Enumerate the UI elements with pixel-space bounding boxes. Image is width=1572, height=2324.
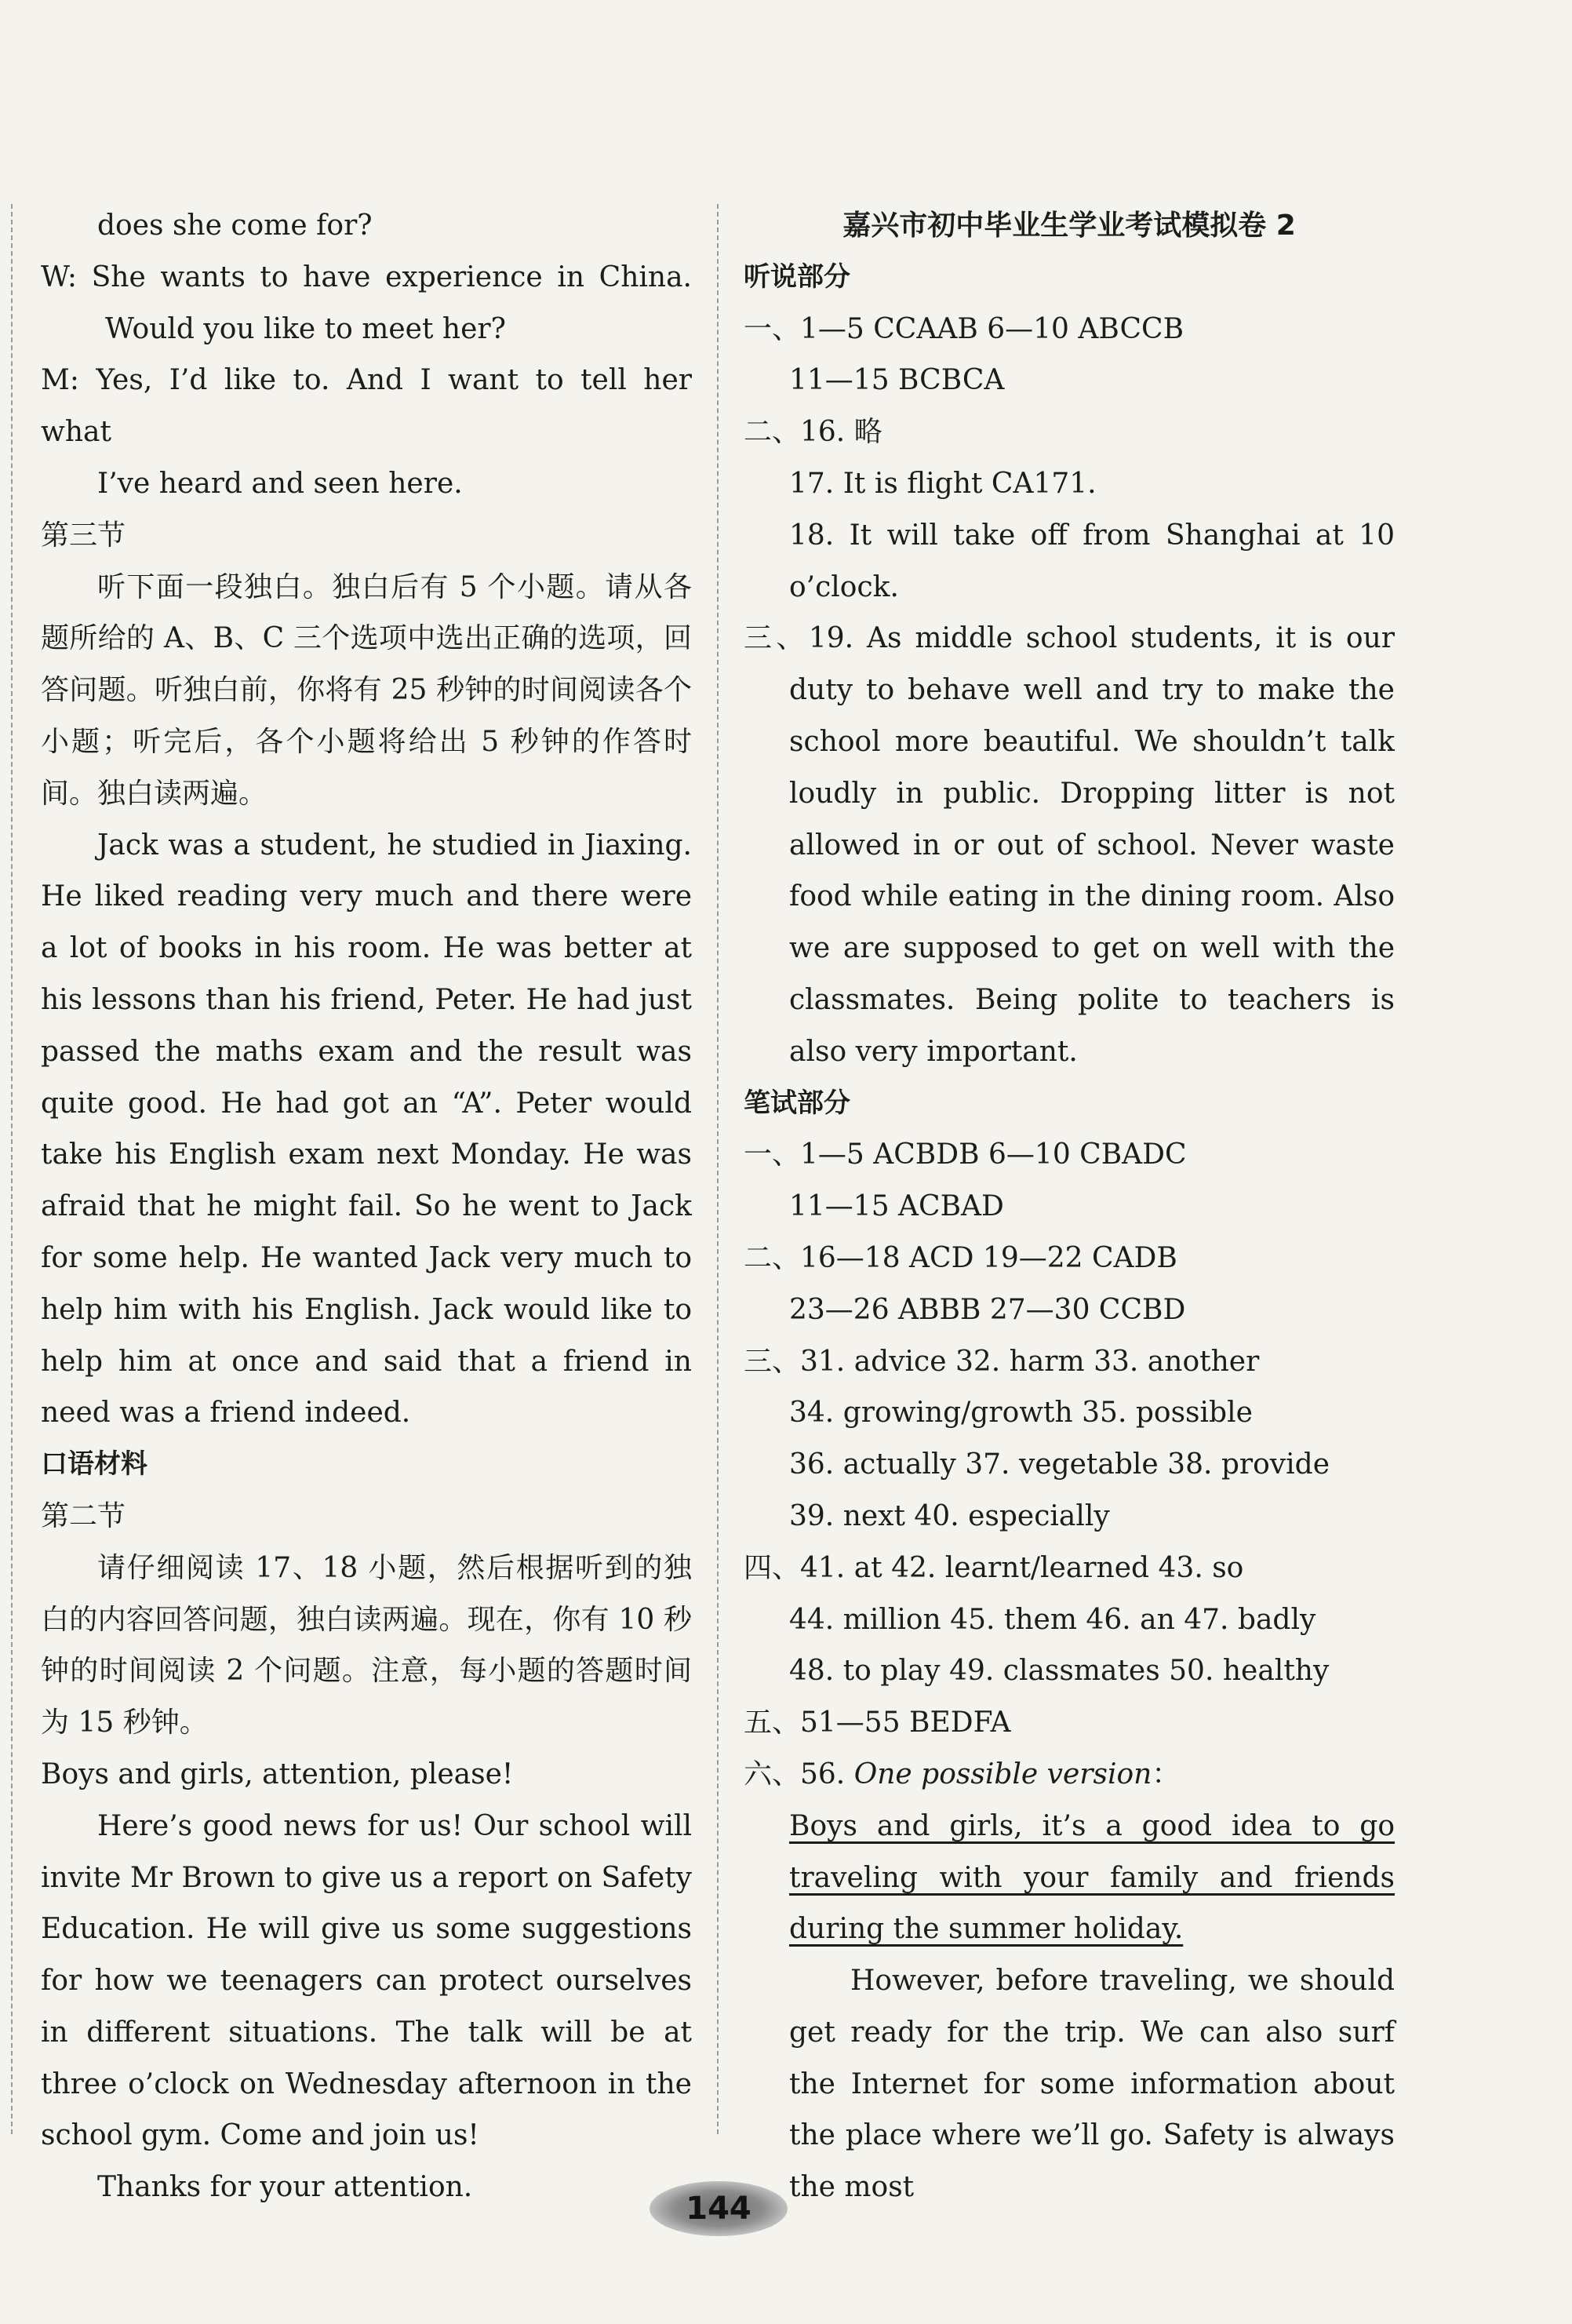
essay-opening xyxy=(744,1801,1395,1955)
section-heading: 笔试部分 xyxy=(744,1087,850,1119)
dialogue-line: M: Yes, I’d like to. And I want to tell her what xyxy=(41,364,692,449)
answer-paragraph: 三、19. As middle school students, it is our duty to behave well and try to make the school more beautiful. We shouldn’t talk loudly in public. Dropping litter is not allowed in or out of school. Never waste food while eating in the dining room. Also we are supposed to get on well with the classmates. Being polite to teachers is also very important. xyxy=(744,622,1395,1068)
answer-line: 39. next 40. especially xyxy=(789,1499,1110,1532)
answer-line: 一、1—5 CCAAB 6—10 ABCCB xyxy=(744,312,1184,345)
left-column-border xyxy=(11,204,13,2134)
answer-line: 36. actually 37. vegetable 38. provide xyxy=(789,1448,1330,1481)
monologue-line: Thanks for your attention. xyxy=(97,2171,473,2204)
answer-line: 44. million 45. them 46. an 47. badly xyxy=(789,1603,1316,1636)
answer-line: 三、31. advice 32. harm 33. another xyxy=(744,1345,1260,1378)
answer-line: 二、16—18 ACD 19—22 CADB xyxy=(744,1241,1177,1274)
answer-line: 48. to play 49. classmates 50. healthy xyxy=(789,1655,1330,1688)
answer-line: 11—15 ACBAD xyxy=(789,1190,1004,1223)
dialogue-line: does she come for? xyxy=(97,209,373,242)
monologue-paragraph: Jack was a student, he studied in Jiaxing. He liked reading very much and there were a lot of books in his room. He was better at his lessons than his friend, Peter. He had just passed the maths exam and the result was quite good. He had got an “A”. Peter would take his English exam next Monday. He was afraid that he might fail. So he went to Jack for some help. He wanted Jack very much to help him with his English. Jack would like to help him at once and said that a friend in need was a friend indeed. xyxy=(41,829,692,1430)
answer-line: 一、1—5 ACBDB 6—10 CBADC xyxy=(744,1138,1187,1171)
section-heading: 第三节 xyxy=(41,519,126,552)
essay-topic-sentence: Boys and girls, it’s a good idea to go traveling with your family and friends during the summer holiday. xyxy=(789,1809,1395,1946)
answer-line: 23—26 ABBB 27—30 CCBD xyxy=(789,1293,1186,1326)
dialogue-line: W: She wants to have experience in China. xyxy=(41,260,692,293)
answer-line: 34. growing/growth 35. possible xyxy=(789,1397,1253,1430)
monologue-line: Boys and girls, attention, please! xyxy=(41,1758,514,1790)
answer-line: 五、51—55 BEDFA xyxy=(744,1707,1011,1739)
page-title: 嘉兴市初中毕业生学业考试模拟卷 2 xyxy=(842,209,1296,242)
answer-line: 17. It is flight CA171. xyxy=(789,467,1097,500)
version-label: One possible version xyxy=(853,1758,1152,1790)
dialogue-line: I’ve heard and seen here. xyxy=(97,467,463,500)
answer-line xyxy=(744,1749,1395,1801)
left-column xyxy=(41,200,692,2213)
column-divider xyxy=(717,204,719,2134)
page-number-badge xyxy=(650,2181,788,2236)
answer-line: 11—15 BCBCA xyxy=(789,364,1005,397)
answer-line: 18. It will take off from Shanghai at 10 o’clock. xyxy=(789,519,1395,603)
question-number: 六、56. xyxy=(744,1758,854,1790)
colon: ： xyxy=(1152,1758,1181,1790)
section-heading: 口语材料 xyxy=(41,1448,147,1481)
instruction-paragraph: 听下面一段独白。独白后有 5 个小题。请从各题所给的 A、B、C 三个选项中选出正确的选项，回答问题。听独白前，你将有 25 秒钟的时间阅读各个小题；听完后，各个小题将给出 5 秒钟的作答时间。独白读两遍。 xyxy=(41,570,692,810)
dialogue-line: Would you like to meet her? xyxy=(105,312,506,345)
section-heading: 听说部分 xyxy=(744,260,850,293)
instruction-paragraph: 请仔细阅读 17、18 小题，然后根据听到的独白的内容回答问题，独白读两遍。现在，你有 10 秒钟的时间阅读 2 个问题。注意，每小题的答题时间为 15 秒钟。 xyxy=(41,1551,692,1739)
right-column xyxy=(744,200,1395,2213)
answer-line: 二、16. 略 xyxy=(744,416,882,449)
essay-paragraph: However, before traveling, we should get ready for the trip. We can also surf the Internet for some information about the place where we’ll go. Safety is always the most xyxy=(789,1965,1395,2204)
monologue-paragraph: Here’s good news for us! Our school will invite Mr Brown to give us a report on Safety Education. He will give us some suggestions for how we teenagers can protect ourselves in different situations. The talk will be at three o’clock on Wednesday afternoon in the school gym. Come and join us! xyxy=(41,1809,692,2152)
section-heading: 第二节 xyxy=(41,1499,126,1532)
answer-line: 四、41. at 42. learnt/learned 43. so xyxy=(744,1551,1244,1584)
page-number: 144 xyxy=(686,2191,751,2227)
